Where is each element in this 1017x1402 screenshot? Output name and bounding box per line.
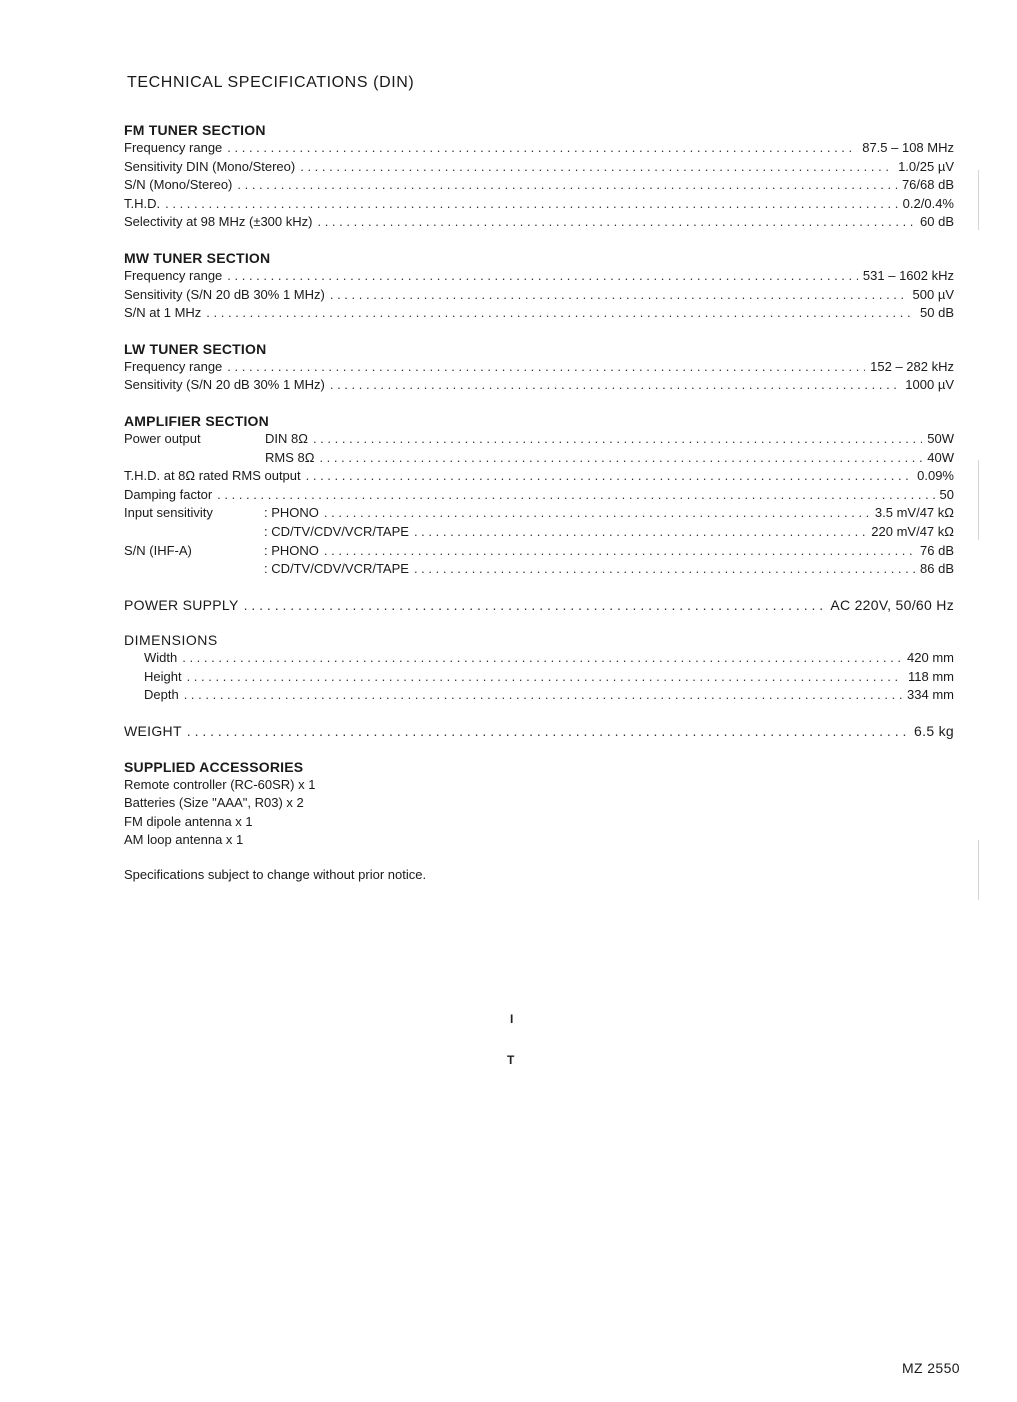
spec-row [124,722,954,741]
spec-value: 531 – 1602 kHz [862,267,954,283]
spec-row [124,649,954,668]
spec-label: Frequency range [124,140,223,155]
accessories-section [124,758,954,850]
notice-text: Specifications subject to change without prior notice. [124,867,427,883]
amplifier-heading: AMPLIFIER SECTION [124,412,269,429]
spec-row [124,304,954,323]
mw-heading: MW TUNER SECTION [124,249,271,266]
mw-tuner-section [124,249,954,323]
dot-leader [244,596,826,615]
spec-label: Selectivity at 98 MHz (±300 kHz) [124,214,313,230]
spec-value: 420 mm [907,650,954,666]
margin-rule [978,170,979,230]
dot-leader [414,560,915,579]
page-footer-code: MZ 2550 [901,1360,960,1376]
dot-leader [330,286,908,305]
lw-tuner-section [124,340,954,395]
spec-label: Width [144,650,178,666]
dot-leader [330,376,900,395]
dot-leader [317,213,915,232]
spec-label: Power output [124,430,201,446]
spec-label: S/N at 1 MHz [124,305,202,321]
spec-row [124,430,954,449]
spec-row [124,176,954,195]
dot-leader [187,722,909,741]
spec-value: 118 mm [908,668,954,684]
margin-rule [978,460,979,540]
spec-label: Height [144,668,182,684]
spec-sublabel: : PHONO [264,505,319,521]
spec-sheet [124,74,954,882]
spec-row [124,542,954,561]
spec-value: 1000 µV [905,377,954,393]
spec-value: 87.5 – 108 MHz [862,140,954,155]
spec-label: T.H.D. [124,195,161,211]
spec-value: AC 220V, 50/60 Hz [830,596,954,613]
spec-value: 0.2/0.4% [902,195,954,211]
spec-row [124,139,954,158]
dot-leader [237,176,897,195]
dot-leader [165,195,898,214]
stray-mark: I [510,1012,514,1026]
spec-label: Sensitivity (S/N 20 dB 30% 1 MHz) [124,377,325,393]
fm-tuner-section [124,121,954,232]
spec-value: 6.5 kg [914,723,954,740]
spec-value: 50W [927,430,954,446]
spec-label: WEIGHT [124,723,182,740]
spec-row [124,560,954,579]
spec-row [124,486,954,505]
spec-value: 60 dB [920,214,954,230]
spec-label: S/N (Mono/Stereo) [124,177,233,193]
stray-mark: T [507,1053,515,1067]
dot-leader [182,649,902,668]
spec-label: Input sensitivity [124,505,213,521]
spec-value: 86 dB [920,561,954,577]
dot-leader [300,158,893,177]
spec-label: Damping factor [124,486,213,502]
spec-row [124,376,954,395]
dot-leader [217,486,934,505]
dot-leader [227,139,857,158]
spec-row [124,286,954,305]
spec-label: Depth [144,687,179,703]
spec-row [124,267,954,286]
spec-value: 50 dB [920,305,954,321]
spec-label: T.H.D. at 8Ω rated RMS output [124,468,301,484]
dot-leader [324,504,870,523]
spec-value: 76 dB [920,542,954,558]
spec-label: S/N (IHF-A) [124,542,192,558]
margin-rule [978,840,979,900]
spec-label: Sensitivity (S/N 20 dB 30% 1 MHz) [124,286,325,302]
accessory-item: FM dipole antenna x 1 [124,813,253,829]
spec-value: 76/68 dB [901,177,954,193]
spec-value: 3.5 mV/47 kΩ [874,505,954,521]
spec-value: 1.0/25 µV [898,158,954,174]
fm-heading: FM TUNER SECTION [124,122,266,138]
amplifier-section [124,412,954,579]
spec-value: 0.09% [917,468,954,484]
spec-row [124,504,954,523]
spec-value: 220 mV/47 kΩ [871,523,954,539]
weight-section [124,722,954,741]
dot-leader [306,467,913,486]
dot-leader [414,523,866,542]
spec-sublabel: DIN 8Ω [265,430,308,446]
dot-leader [206,304,915,323]
dot-leader [227,358,865,377]
dot-leader [227,267,858,286]
power-supply-section [124,596,954,615]
spec-sublabel: : PHONO [264,542,319,558]
spec-value: 152 – 282 kHz [870,358,954,374]
spec-label: Frequency range [124,358,223,374]
spec-row [124,195,954,214]
spec-value: 334 mm [907,687,954,703]
spec-row [124,449,954,468]
accessory-item: Batteries (Size "AAA", R03) x 2 [124,795,304,811]
spec-row [124,686,954,705]
spec-label: Sensitivity DIN (Mono/Stereo) [124,158,296,174]
spec-row [124,158,954,177]
spec-value: 50 [939,486,954,502]
spec-row [124,213,954,232]
dot-leader [184,686,902,705]
accessory-item: Remote controller (RC-60SR) x 1 [124,776,316,792]
spec-row [124,668,954,687]
spec-value: 40W [927,449,954,465]
spec-row [124,523,954,542]
spec-row [124,358,954,377]
spec-label: POWER SUPPLY [124,596,239,613]
spec-value: 500 µV [912,286,954,302]
dimensions-section [124,631,954,705]
dot-leader [187,668,903,687]
spec-sublabel: : CD/TV/CDV/VCR/TAPE [264,523,409,539]
spec-sublabel: : CD/TV/CDV/VCR/TAPE [264,561,409,577]
dot-leader [319,449,922,468]
dot-leader [313,430,922,449]
accessories-heading: SUPPLIED ACCESSORIES [124,758,304,775]
spec-row [124,467,954,486]
dimensions-heading: DIMENSIONS [124,632,218,649]
page-title: TECHNICAL SPECIFICATIONS (DIN) [127,74,415,91]
spec-row [124,596,954,615]
lw-heading: LW TUNER SECTION [124,340,267,357]
spec-label: Frequency range [124,267,223,283]
spec-sublabel: RMS 8Ω [265,449,315,465]
dot-leader [324,542,915,561]
accessory-item: AM loop antenna x 1 [124,832,244,848]
